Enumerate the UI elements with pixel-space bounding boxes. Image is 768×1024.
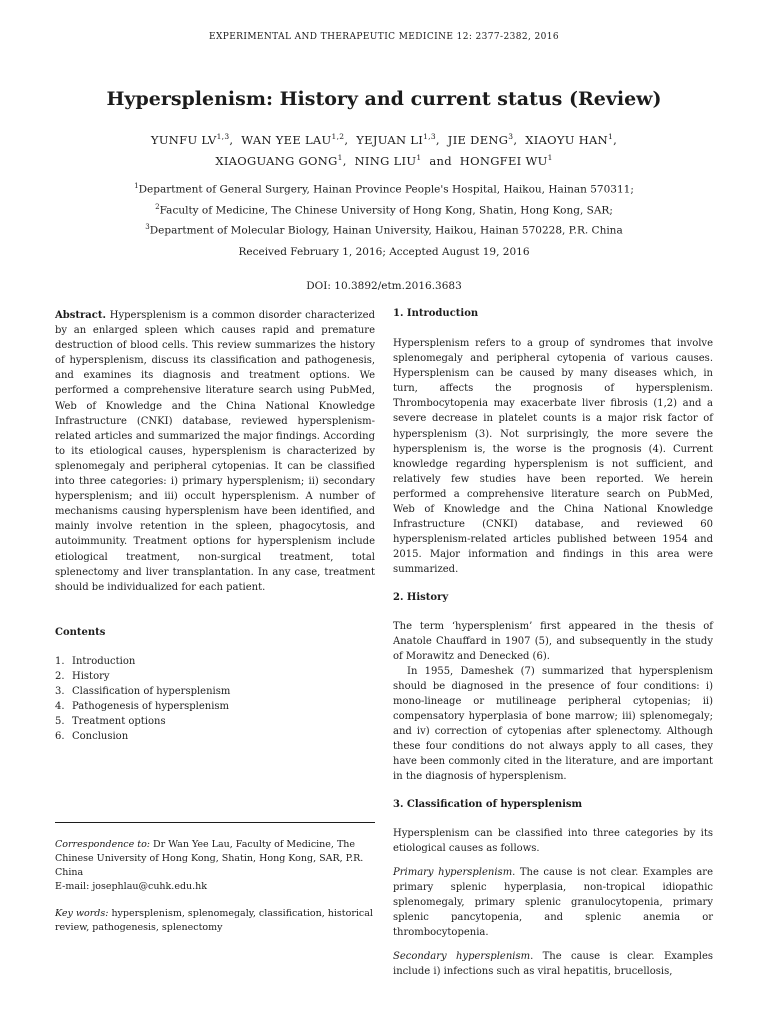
contents-heading: Contents — [55, 626, 106, 638]
contents-num: 4. — [55, 701, 65, 713]
affiliation-text: Department of Molecular Biology, Hainan University, Haikou, Hainan 570228, P.R. China — [149, 224, 623, 237]
history-paragraph-2: In 1955, Dameshek (7) summarized that hypersplenism should be diagnosed in the presence of four conditions: i) mono-lineage or mutilineage peripheral cytopenias; ii) compensatory hyperplasia of bone marrow; iii) splenomegaly; and iv) correction of cytopenias after splenectomy. Although these four conditions do not always apply to all cases, they have been commonly cited in the literature, and are important in the diagnosis of hypersplenism. — [393, 665, 713, 783]
classification-intro: Hypersplenism can be classified into three categories by its etiological causes as follows. — [393, 827, 713, 854]
author-sup: 1 — [416, 152, 422, 162]
affiliations — [60, 178, 708, 240]
received-dates: Received February 1, 2016; Accepted August 19, 2016 — [238, 246, 530, 258]
history-paragraph-1: The term ‘hypersplenism’ first appeared in the thesis of Anatole Chauffard in 1907 (5), and subsequently in the study of Morawitz and Denecked (6). — [393, 620, 713, 662]
affiliation — [60, 219, 708, 240]
keywords-label: Key words: — [55, 908, 109, 919]
author-name: WAN YEE LAU — [241, 132, 332, 147]
contents-item — [55, 729, 375, 744]
author-list — [60, 128, 708, 170]
author-sup: 1 — [608, 132, 614, 141]
author-name: XIAOYU HAN — [525, 132, 609, 147]
correspondence-text: Dr Wan Yee Lau, Faculty of Medicine, The Chinese University of Hong Kong, Shatin, Hong Kong, SAR, P.R. China — [55, 839, 364, 878]
doi: DOI: 10.3892/etm.2016.3683 — [306, 280, 462, 292]
contents-label: Conclusion — [72, 731, 129, 743]
secondary-label: Secondary hypersplenism. — [393, 951, 534, 963]
contents-label: History — [72, 670, 110, 682]
author-sup: 1,3 — [423, 132, 436, 141]
primary-hypersplenism — [393, 865, 713, 940]
contents-label: Classification of hypersplenism — [72, 685, 231, 697]
contents-num: 1. — [55, 655, 65, 667]
contents-list — [55, 654, 375, 745]
author-sup: 1,2 — [331, 132, 345, 141]
right-column — [393, 308, 713, 979]
abstract-text: Hypersplenism is a common disorder characterized by an enlarged spleen which causes rapid and premature destruction of blood cells. This review summarizes the history of hypersplenism, discuss its classification and pathogenesis, and examines its diagnosis and treatment options. We performed a comprehensive literature search using PubMed, Web of Knowledge and the China National Knowledge Infrastructure (CNKI) database, reviewed hypersplenism-related articles and summarized the major findings. According to its etiological causes, hypersplenism is characterized by splenomegaly and peripheral cytopenias. It can be classified into three categories: i) primary hypersplenism; ii) secondary hypersplenism; and iii) occult hypersplenism. A number of mechanisms causing hypersplenism have been identified, and mainly involve retention in the spleen, phagocytosis, and autoimmunity. Treatment options for hypersplenism include etiological treatment, non-surgical treatment, total splenectomy and liver transplantation. In any case, treatment should be individualized for each patient. — [55, 310, 375, 593]
keywords-text: hypersplenism, splenomegaly, classification, historical review, pathogenesis, splenectomy — [55, 908, 373, 933]
affiliation-text: Department of General Surgery, Hainan Province People's Hospital, Haikou, Hainan 570311; — [138, 183, 634, 196]
keywords — [55, 907, 375, 935]
correspondence — [55, 838, 375, 894]
contents-item — [55, 714, 375, 729]
footnote-divider — [55, 822, 375, 823]
correspondence-label: Correspondence to: — [55, 839, 151, 850]
contents-label: Pathogenesis of hypersplenism — [72, 701, 230, 713]
secondary-hypersplenism — [393, 949, 713, 979]
left-column — [55, 308, 375, 744]
article-title: Hypersplenism: History and current status (Review) — [106, 88, 662, 110]
introduction-text: Hypersplenism refers to a group of syndromes that involve splenomegaly and peripheral cytopenia of various causes. Hypersplenism can be caused by many diseases which, in turn, affects the prognosis of hypersplenism. Thrombocytopenia may exacerbate liver fibrosis (1,2) and a severe decrease in platelet counts is a major risk factor of hypersplenism (3). Not surprisingly, the more severe the hypersplenism is, the worse is the prognosis (4). Current knowledge regarding hypersplenism is not sufficient, and relatively few studies have been reported. We herein performed a comprehensive literature search on PubMed, Web of Knowledge and the China National Knowledge Infrastructure (CNKI) database, and reviewed 60 hypersplenism-related articles published between 1954 and 2015. Major information and findings in this area were summarized. — [393, 338, 713, 576]
secondary-text: The cause is clear. Examples include i) infections such as viral hepatitis, brucellosis, — [393, 951, 713, 978]
contents-label: Treatment options — [72, 716, 166, 728]
affiliation-text: Faculty of Medicine, The Chinese University of Hong Kong, Shatin, Hong Kong, SAR; — [159, 204, 613, 216]
section-heading-classification: 3. Classification of hypersplenism — [393, 798, 583, 810]
author-name: NING LIU — [354, 153, 417, 168]
contents-num: 6. — [55, 731, 65, 743]
affiliation — [60, 199, 708, 220]
author-name: XIAOGUANG GONG — [215, 153, 338, 168]
affiliation-sup: 3 — [145, 223, 150, 231]
primary-label: Primary hypersplenism. — [393, 866, 516, 878]
contents-item — [55, 669, 375, 684]
abstract-label: Abstract. — [55, 310, 106, 321]
author-name: HONGFEI WU — [459, 153, 548, 168]
journal-header: EXPERIMENTAL AND THERAPEUTIC MEDICINE 12: 2377-2382, 2016 — [208, 32, 560, 42]
contents-label: Introduction — [72, 655, 136, 667]
affiliation-sup: 1 — [134, 182, 139, 190]
contents-item — [55, 699, 375, 714]
author-line-2: XIAOGUANG GONG$^1$, NING LIU$^1$ and HONGFEI $WU^1$ — [215, 152, 553, 168]
section-heading-history: 2. History — [393, 591, 449, 603]
email-address[interactable]: josephlau@cuhk.edu.hk — [92, 881, 208, 892]
email-label: E-mail: — [55, 881, 90, 892]
author-sup: 1 — [337, 152, 343, 162]
affiliation — [60, 178, 708, 199]
abstract — [55, 308, 375, 595]
contents-item — [55, 684, 375, 699]
author-name: YUNFU LV — [150, 132, 217, 147]
author-line-1: YUNFU LV$^{1,3}$, WAN YEE LAU$^{1,2}$, YEJUAN LI$^{1,3}$, JIE DENG$^3$, XIAOYU HAN$^1$, — [150, 132, 618, 147]
primary-text: The cause is not clear. Examples are primary splenic hyperplasia, non-tropical idiopathic splenomegaly, primary splenic granulocytopenia, primary splenic pancytopenia, and splenic anemia or thrombocytopenia. — [393, 866, 714, 939]
section-heading-introduction: 1. Introduction — [393, 308, 479, 319]
author-name: JIE DENG — [447, 132, 509, 147]
affiliation-sup: 2 — [155, 202, 160, 211]
author-sup: 1,3 — [216, 132, 230, 141]
author-sup: 1 — [547, 152, 553, 162]
author-name: YEJUAN LI — [356, 132, 424, 147]
contents-num: 5. — [55, 716, 65, 728]
author-sup: 3 — [508, 132, 514, 141]
contents-num: 2. — [55, 670, 65, 682]
contents-item — [55, 654, 375, 669]
contents-num: 3. — [55, 685, 65, 697]
